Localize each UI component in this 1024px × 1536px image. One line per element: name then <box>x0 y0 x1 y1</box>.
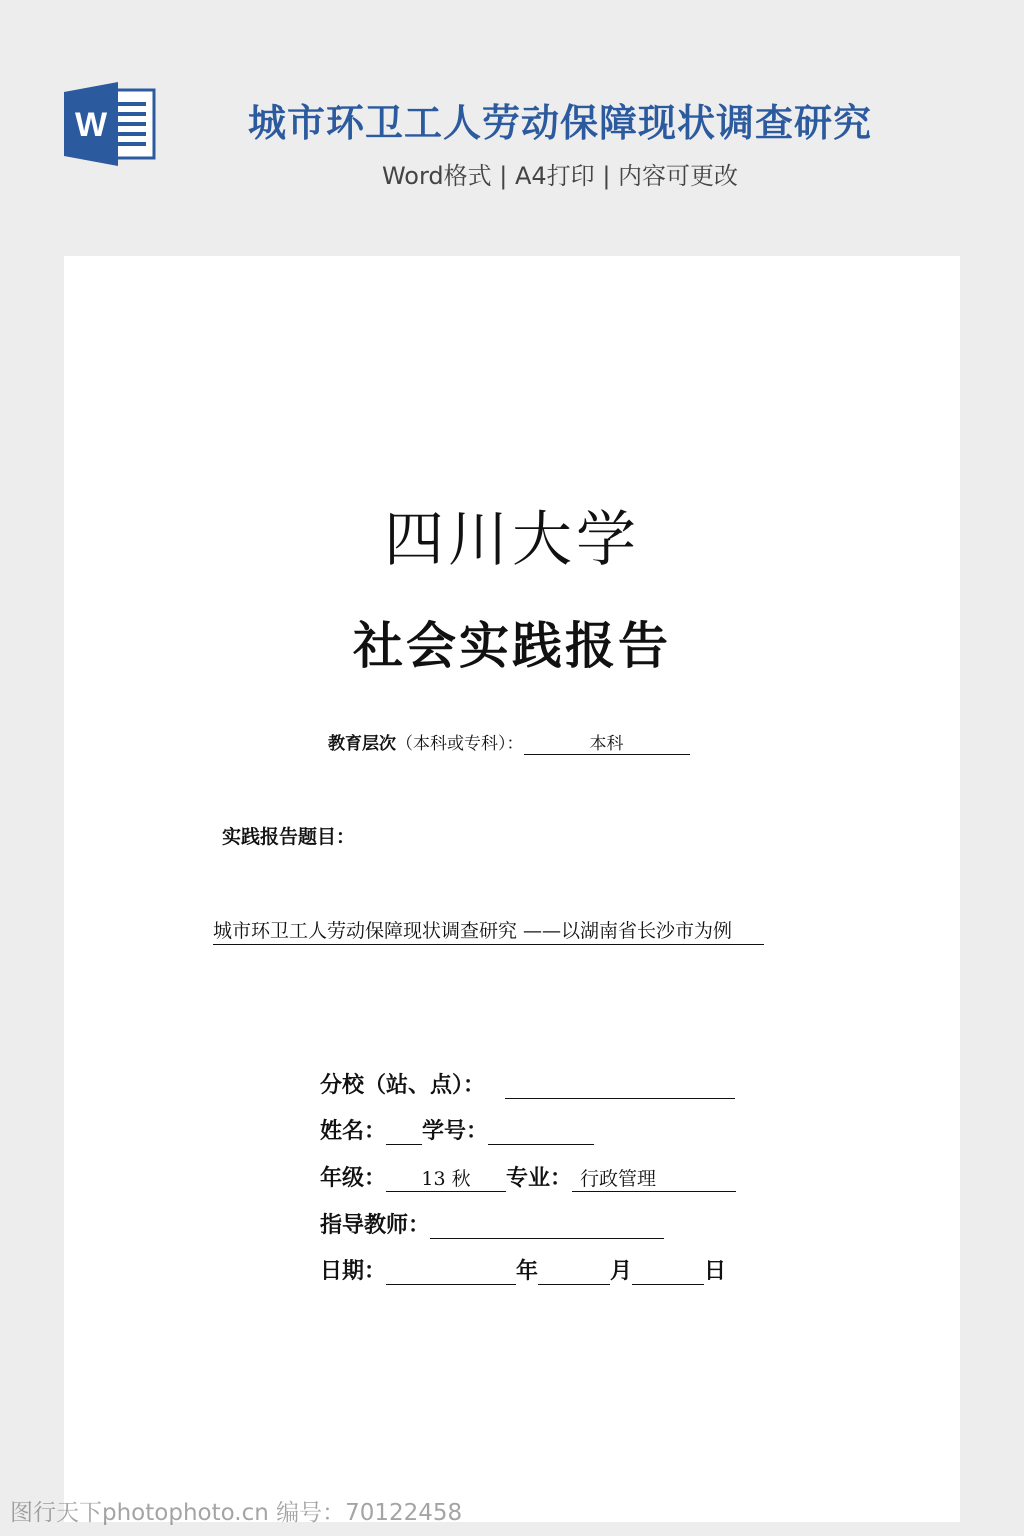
month-field <box>538 1260 610 1285</box>
watermark: 图行天下photophoto.cn 编号：70122458 <box>10 1500 463 1526</box>
advisor-field <box>430 1214 664 1239</box>
branch-row <box>320 1068 735 1099</box>
month-label: 月 <box>610 1258 633 1284</box>
word-document-icon <box>64 82 156 166</box>
header <box>0 0 1024 230</box>
svg-text:W: W <box>74 106 108 144</box>
major-label: 专业： <box>506 1165 573 1191</box>
topic-label: 实践报告题目： <box>222 826 356 848</box>
branch-field <box>505 1074 735 1099</box>
page-subtitle: Word格式 | A4打印 | 内容可更改 <box>381 162 739 190</box>
name-field <box>386 1120 422 1145</box>
year-field <box>386 1260 516 1285</box>
name-label: 姓名： <box>320 1118 387 1144</box>
grade-value: 13 秋 <box>386 1168 506 1192</box>
document-page <box>64 256 960 1522</box>
university-name: 四川大学 <box>384 505 640 575</box>
day-label: 日 <box>704 1258 727 1284</box>
education-level-value: 本科 <box>524 734 690 755</box>
name-row <box>320 1114 594 1145</box>
date-label: 日期： <box>320 1258 387 1284</box>
grade-label: 年级： <box>320 1165 387 1191</box>
student-id-field <box>488 1120 594 1145</box>
advisor-label: 指导教师： <box>320 1212 431 1238</box>
branch-label: 分校（站、点）： <box>320 1072 486 1098</box>
year-label: 年 <box>516 1258 539 1284</box>
advisor-row <box>320 1208 664 1239</box>
page-title: 城市环卫工人劳动保障现状调查研究 <box>247 101 872 145</box>
education-level-label: 教育层次 <box>328 734 396 754</box>
education-level-hint: （本科或专科）： <box>396 734 524 754</box>
major-value: 行政管理 <box>572 1168 736 1192</box>
report-title: 社会实践报告 <box>353 616 671 675</box>
date-row <box>320 1254 726 1285</box>
grade-row <box>320 1161 736 1192</box>
day-field <box>632 1260 704 1285</box>
education-level-row <box>328 729 690 755</box>
topic-text: 城市环卫工人劳动保障现状调查研究 ——以湖南省长沙市为例 <box>213 916 764 945</box>
student-id-label: 学号： <box>422 1118 489 1144</box>
